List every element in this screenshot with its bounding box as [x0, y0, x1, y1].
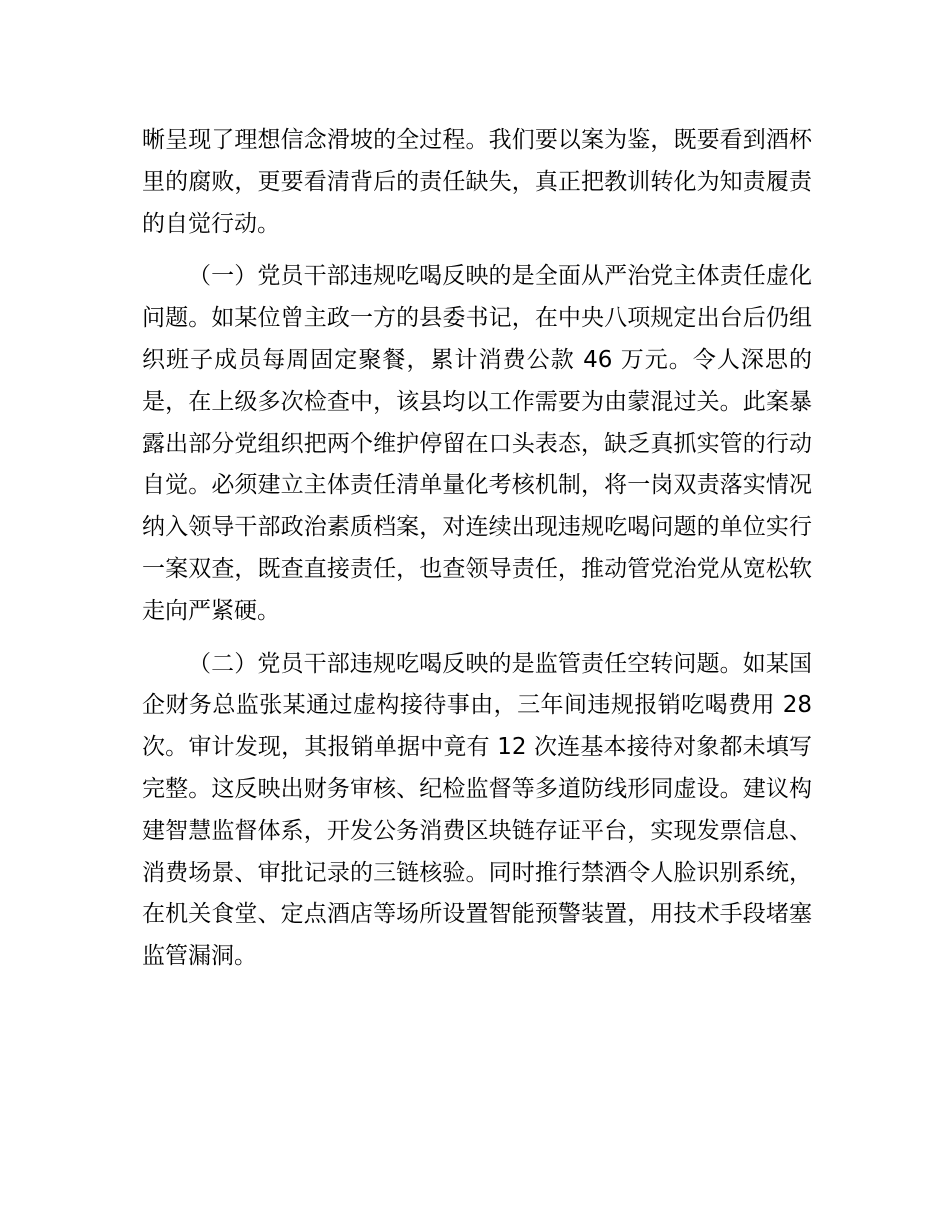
paragraph-section-one: （一）党员干部违规吃喝反映的是全面从严治党主体责任虚化问题。如某位曾主政一方的县委书记，在中央八项规定出台后仍组织班子成员每周固定聚餐，累计消费公款 46 万元。令人深思的是，在上级多次检查中，该县均以工作需要为由蒙混过关。此案暴露出部分党组织把两个维护停留在口头表态，缺乏真抓实管的行动自觉。必须建立主体责任清单量化考核机制，将一岗双责落实情况纳入领导干部政治素质档案，对连续出现违规吃喝问题的单位实行一案双查，既查直接责任，也查领导责任，推动管党治党从宽松软走向严紧硬。 [142, 263, 812, 624]
document-body [142, 120, 812, 978]
paragraph-continuation: 晰呈现了理想信念滑坡的全过程。我们要以案为鉴，既要看到酒杯里的腐败，更要看清背后的责任缺失，真正把教训转化为知责履责的自觉行动。 [142, 127, 812, 237]
paragraph-section-two: （二）党员干部违规吃喝反映的是监管责任空转问题。如某国企财务总监张某通过虚构接待事由，三年间违规报销吃喝费用 28 次。审计发现，其报销单据中竟有 12 次连基本接待对象都未填写完整。这反映出财务审核、纪检监督等多道防线形同虚设。建议构建智慧监督体系，开发公务消费区块链存证平台，实现发票信息、消费场景、审批记录的三链核验。同时推行禁酒令人脸识别系统，在机关食堂、定点酒店等场所设置智能预警装置，用技术手段堵塞监管漏洞。 [142, 650, 812, 970]
